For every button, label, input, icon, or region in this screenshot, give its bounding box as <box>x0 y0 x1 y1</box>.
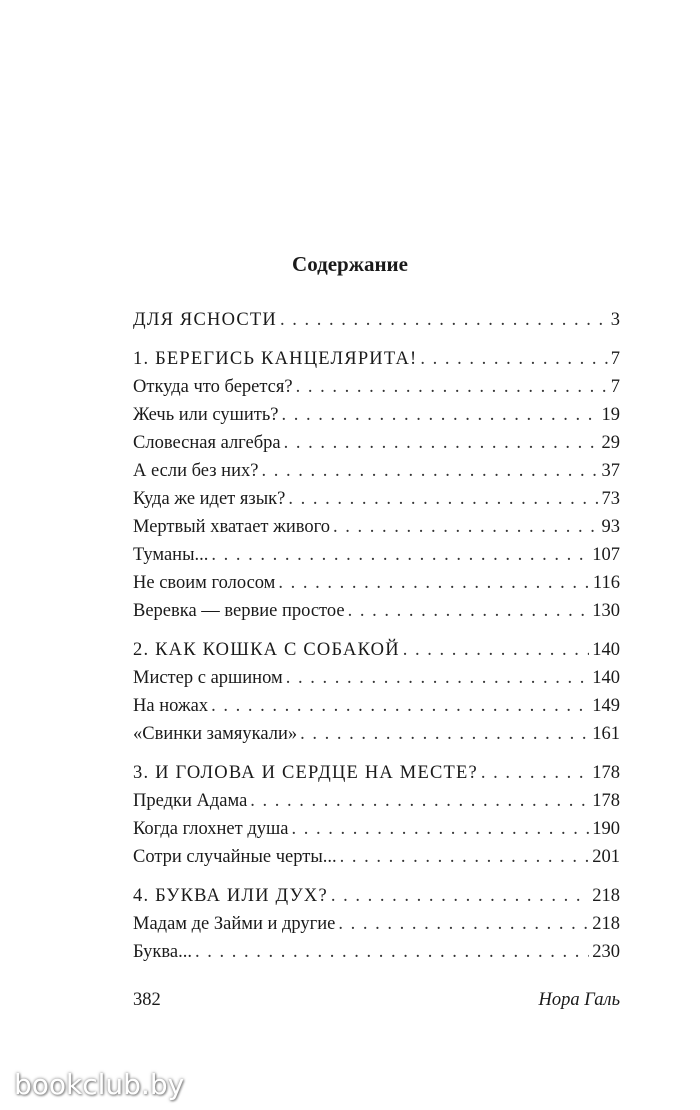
entry-title: ДЛЯ ЯСНОСТИ <box>133 310 277 330</box>
running-author: Нора Галь <box>538 990 620 1010</box>
dot-leader <box>420 345 607 373</box>
entry-title: 2. КАК КОШКА С СОБАКОЙ <box>133 640 400 660</box>
dot-leader <box>403 636 589 664</box>
entry-page: 37 <box>601 461 620 481</box>
dot-leader <box>291 815 589 843</box>
entry-title: Сотри случайные черты... <box>133 847 337 867</box>
entry-page: 140 <box>592 640 620 660</box>
dot-leader <box>282 401 599 429</box>
entry-title: Туманы... <box>133 545 209 565</box>
dot-leader <box>481 759 589 787</box>
toc-group <box>133 759 620 871</box>
entry-page: 73 <box>601 489 620 509</box>
entry-page: 218 <box>592 914 620 934</box>
entry-title: Мадам де Займи и другие <box>133 914 336 934</box>
entry-title: А если без них? <box>133 461 259 481</box>
toc-entry <box>133 457 620 485</box>
table-of-contents <box>133 306 620 977</box>
dot-leader <box>211 541 589 569</box>
toc-entry <box>133 815 620 843</box>
toc-entry <box>133 373 620 401</box>
dot-leader <box>338 910 589 938</box>
dot-leader <box>331 882 589 910</box>
page-title: Содержание <box>292 252 408 276</box>
entry-title: На ножах <box>133 696 209 716</box>
toc-entry <box>133 569 620 597</box>
entry-page: 7 <box>610 349 620 369</box>
toc-entry <box>133 429 620 457</box>
entry-title: Мистер с аршином <box>133 668 283 688</box>
entry-page: 178 <box>592 763 620 783</box>
entry-title: 4. БУКВА ИЛИ ДУХ? <box>133 886 328 906</box>
entry-page: 116 <box>592 573 620 593</box>
dot-leader <box>284 429 599 457</box>
entry-page: 3 <box>610 310 620 330</box>
entry-title: Предки Адама <box>133 791 248 811</box>
toc-group <box>133 345 620 625</box>
toc-section-entry <box>133 306 620 334</box>
entry-title: Мертвый хватает живого <box>133 517 331 537</box>
toc-entry <box>133 513 620 541</box>
dot-leader <box>278 569 590 597</box>
toc-entry <box>133 787 620 815</box>
entry-page: 201 <box>592 847 620 867</box>
entry-page: 140 <box>592 668 620 688</box>
entry-title: Куда же идет язык? <box>133 489 286 509</box>
dot-leader <box>333 513 598 541</box>
entry-page: 93 <box>601 517 620 537</box>
entry-title: Словесная алгебра <box>133 433 281 453</box>
entry-title: Жечь или сушить? <box>133 405 279 425</box>
dot-leader <box>261 457 598 485</box>
entry-page: 149 <box>592 696 620 716</box>
dot-leader <box>340 843 590 871</box>
toc-entry <box>133 664 620 692</box>
toc-entry <box>133 692 620 720</box>
toc-group <box>133 306 620 334</box>
page-number: 382 <box>133 990 161 1010</box>
dot-leader <box>288 485 598 513</box>
entry-title: Буква... <box>133 942 192 962</box>
entry-title: Откуда что берется? <box>133 377 293 397</box>
toc-group <box>133 882 620 966</box>
entry-page: 107 <box>592 545 620 565</box>
entry-title: «Свинки замяукали» <box>133 724 298 744</box>
toc-section-entry <box>133 882 620 910</box>
dot-leader <box>211 692 589 720</box>
entry-page: 190 <box>592 819 620 839</box>
toc-section-entry <box>133 759 620 787</box>
entry-page: 218 <box>592 886 620 906</box>
toc-entry <box>133 938 620 966</box>
entry-page: 7 <box>610 377 620 397</box>
entry-page: 130 <box>592 601 620 621</box>
page-footer <box>133 990 620 1011</box>
entry-title: Веревка — вервие простое <box>133 601 345 621</box>
entry-title: Не своим голосом <box>133 573 276 593</box>
dot-leader <box>286 664 590 692</box>
entry-page: 230 <box>592 942 620 962</box>
toc-entry <box>133 843 620 871</box>
toc-entry <box>133 910 620 938</box>
dot-leader <box>300 720 589 748</box>
entry-page: 161 <box>592 724 620 744</box>
toc-entry <box>133 541 620 569</box>
toc-entry <box>133 720 620 748</box>
entry-page: 19 <box>601 405 620 425</box>
toc-section-entry <box>133 345 620 373</box>
entry-page: 29 <box>601 433 620 453</box>
dot-leader <box>195 938 589 966</box>
toc-entry <box>133 401 620 429</box>
watermark: bookclub.by <box>14 1068 185 1101</box>
dot-leader <box>250 787 589 815</box>
entry-page: 178 <box>592 791 620 811</box>
dot-leader <box>280 306 608 334</box>
toc-entry <box>133 597 620 625</box>
entry-title: 1. БЕРЕГИСЬ КАНЦЕЛЯРИТА! <box>133 349 418 369</box>
toc-entry <box>133 485 620 513</box>
toc-group <box>133 636 620 748</box>
toc-section-entry <box>133 636 620 664</box>
dot-leader <box>348 597 590 625</box>
entry-title: Когда глохнет душа <box>133 819 289 839</box>
dot-leader <box>296 373 608 401</box>
entry-title: 3. И ГОЛОВА И СЕРДЦЕ НА МЕСТЕ? <box>133 763 478 783</box>
